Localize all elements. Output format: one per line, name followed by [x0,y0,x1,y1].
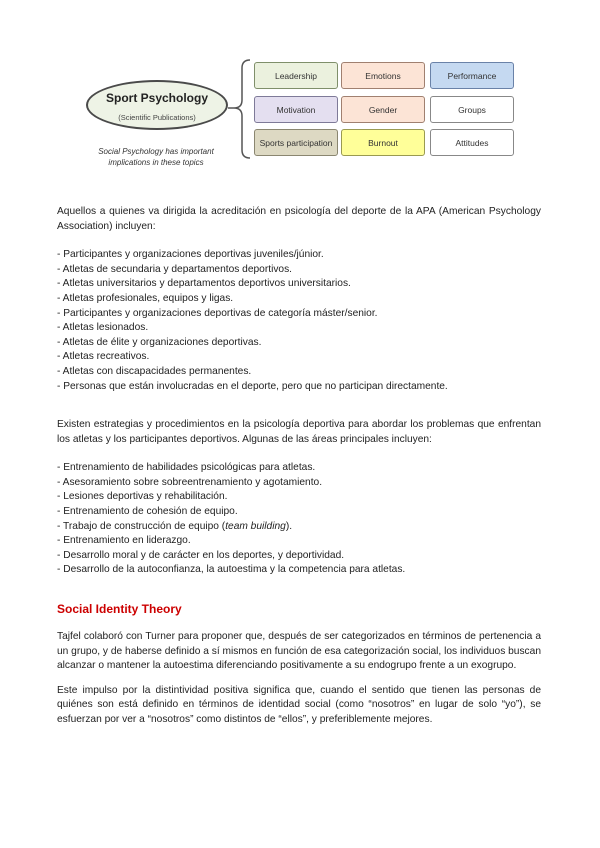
team-item-prefix: - Trabajo de construcción de equipo ( [57,520,226,532]
list-item: - Desarrollo moral y de carácter en los deportes, y deportividad. [57,549,345,561]
team-item-suffix: ). [285,520,293,532]
caption-line-1: Social Psychology has important [98,147,214,156]
list-item-team-building [57,520,541,535]
box-emotions: Emotions [341,62,425,89]
box-sports-participation: Sports participation [254,129,338,156]
list-item: - Entrenamiento de cohesión de equipo. [57,505,238,517]
section-apa [57,205,541,394]
center-ellipse [86,80,228,130]
box-groups: Groups [430,96,514,123]
list-item: - Atletas lesionados. [57,322,149,334]
caption-line-2: implications in these topics [108,158,204,167]
box-attitudes: Attitudes [430,129,514,156]
diagram-caption [86,146,226,168]
social-identity-para-1: Tajfel colaboró con Turner para proponer que, después de ser categorizados en términos de pertenencia a un grupo, y de haberse definido a sí mismos en función de esa categorización social, los individuos buscan alcanzar o mantener la autoestima diferenciando positivamente a su endogrupo frente a un exogrupo. [57,631,541,672]
list-item: - Atletas recreativos. [57,351,150,363]
center-subtitle: (Scientific Publications) [118,113,196,122]
social-identity-para-2: Este impulso por la distintividad positiva significa que, cuando el sentido que tienen las personas de quiénes son está definido en términos de identidad social (como “nosotros” en lugar de solo “yo”), se esfuerzan por ver a “nosotros” como distintos de “ellos”, y preferiblemente mejores. [57,684,541,725]
box-performance: Performance [430,62,514,89]
team-item-italic: team building [225,520,286,532]
list-item: - Entrenamiento de habilidades psicológicas para atletas. [57,462,316,474]
box-motivation: Motivation [254,96,338,123]
list-item: - Atletas de élite y organizaciones deportivas. [57,336,262,348]
section-social-identity [57,630,541,728]
social-identity-heading: Social Identity Theory [57,602,182,616]
areas-list [57,461,541,578]
box-gender: Gender [341,96,425,123]
box-burnout: Burnout [341,129,425,156]
list-item: - Participantes y organizaciones deportivas de categoría máster/senior. [57,307,378,319]
list-item: - Entrenamiento en liderazgo. [57,535,191,547]
list-item: - Lesiones deportivas y rehabilitación. [57,491,228,503]
apa-intro: Aquellos a quienes va dirigida la acreditación en psicología del deporte de la APA (American Psychology Association) incluyen: [57,206,541,232]
sport-psychology-diagram [0,0,600,180]
apa-list [57,248,541,394]
center-title: Sport Psychology [105,91,209,105]
list-item: - Participantes y organizaciones deportivas juveniles/júnior. [57,249,324,261]
brace-connector [228,56,254,164]
list-item: - Atletas de secundaria y departamentos deportivos. [57,263,293,275]
box-leadership: Leadership [254,62,338,89]
list-item: - Desarrollo de la autoconfianza, la autoestima y la competencia para atletas. [57,564,406,576]
list-item: - Atletas universitarios y departamentos deportivos universitarios. [57,278,351,290]
list-item: - Asesoramiento sobre sobreentrenamiento y agotamiento. [57,476,323,488]
list-item: - Personas que están involucradas en el deporte, pero que no participan directamente. [57,380,448,392]
areas-intro: Existen estrategias y procedimientos en la psicología deportiva para abordar los problemas que enfrentan los atletas y los participantes deportivos. Algunas de las áreas principales incluyen: [57,419,541,445]
section-areas [57,418,541,578]
list-item: - Atletas con discapacidades permanentes. [57,365,252,377]
list-item: - Atletas profesionales, equipos y ligas. [57,292,234,304]
